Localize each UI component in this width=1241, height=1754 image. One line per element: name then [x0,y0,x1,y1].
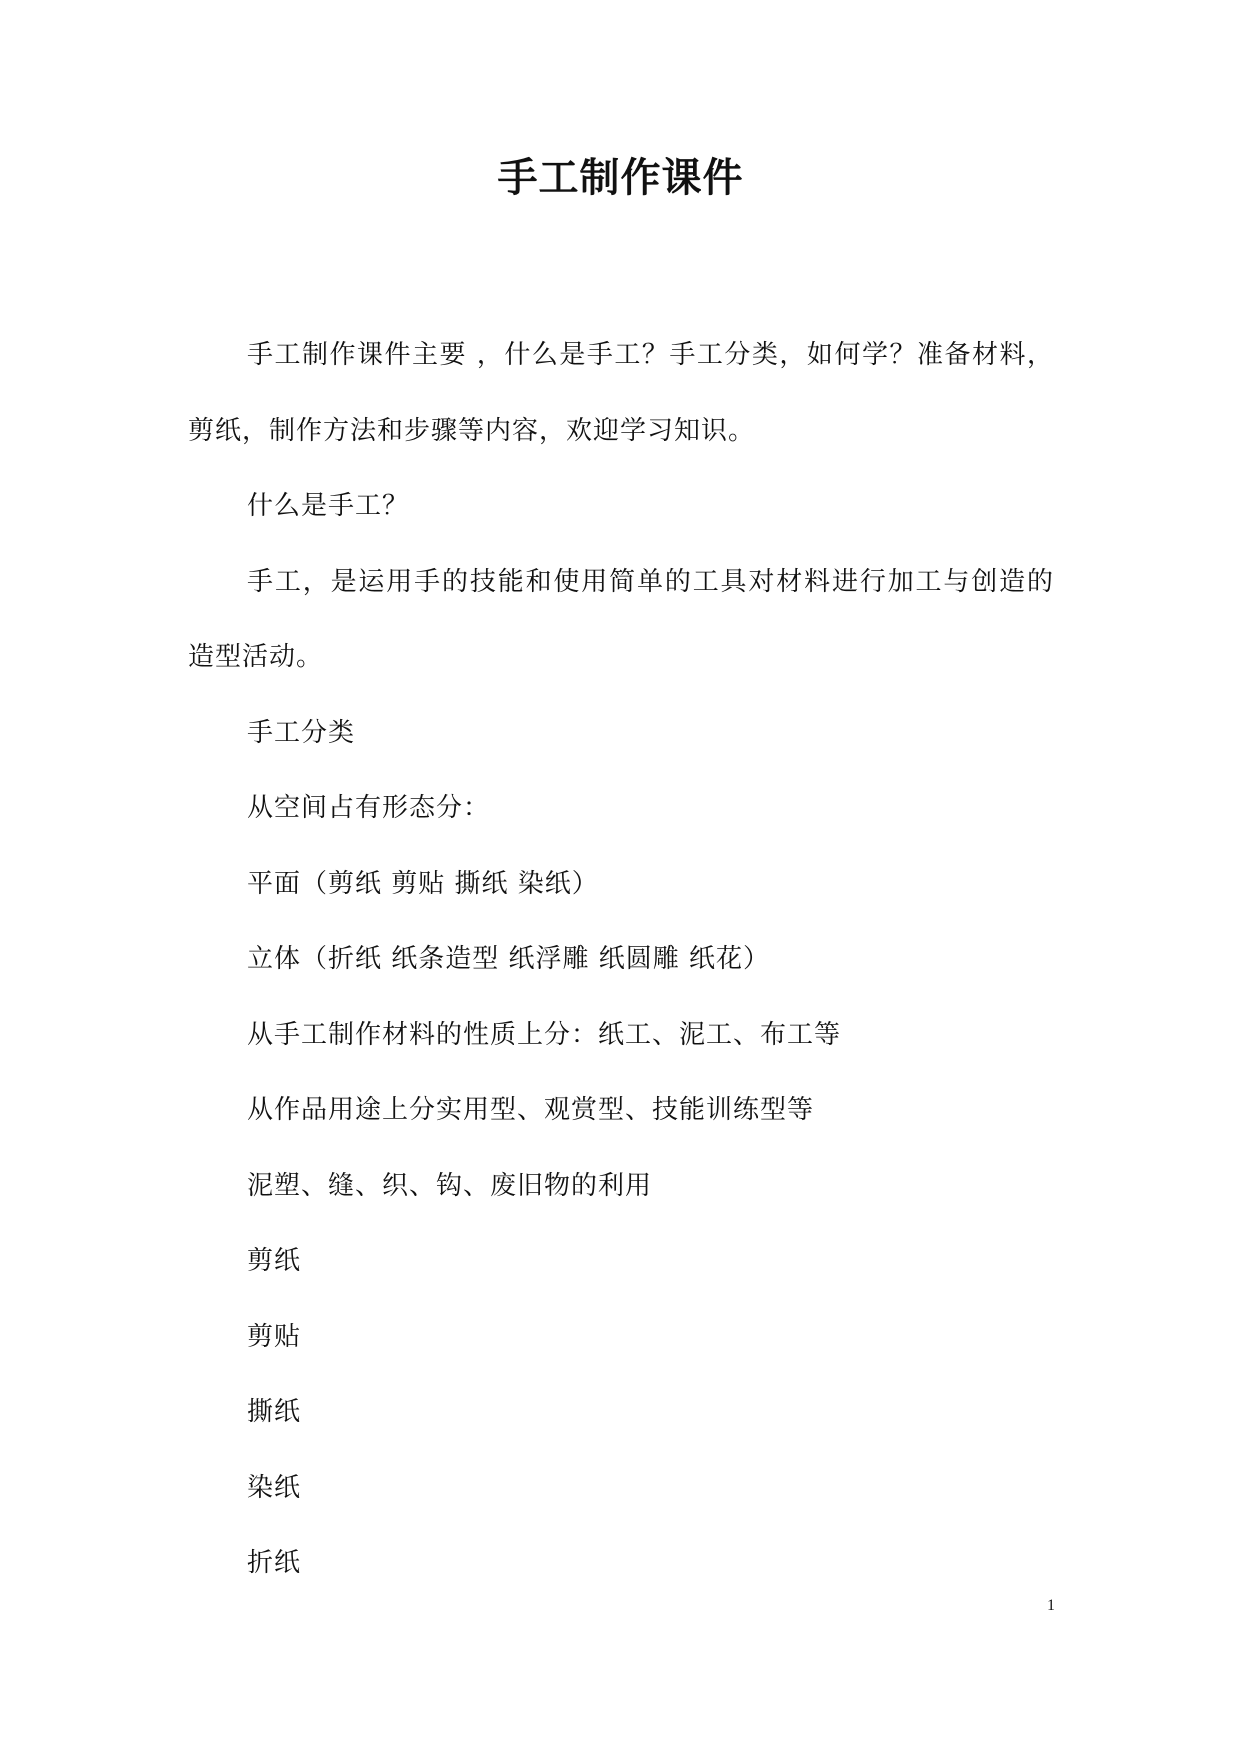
page-number: 1 [1047,1597,1055,1614]
paragraph: 手工制作课件主要 ，什么是手工？手工分类，如何学？准备材料，剪纸，制作方法和步骤等内容，欢迎学习知识。 [188,340,1054,446]
paragraph: 平面（剪纸 剪贴 撕纸 染纸） [247,868,599,899]
paragraph: 泥塑、缝、织、钩、废旧物的利用 [247,1170,653,1201]
paragraph: 手工分类 [247,717,356,748]
paragraph: 从空间占有形态分： [247,793,491,823]
paragraph: 从作品用途上分实用型、观赏型、技能训练型等 [247,1095,815,1125]
paragraph: 手工，是运用手的技能和使用简单的工具对材料进行加工与创造的造型活动。 [188,566,1054,672]
paragraph: 染纸 [247,1472,302,1503]
paragraph: 什么是手工？ [247,491,410,521]
paragraph: 剪贴 [247,1321,302,1352]
paragraph: 立体（折纸 纸条造型 纸浮雕 纸圆雕 纸花） [247,944,771,974]
document-title: 手工制作课件 [497,154,744,201]
paragraph: 从手工制作材料的性质上分：纸工、泥工、布工等 [247,1019,842,1050]
document-body [188,318,1054,1602]
paragraph: 撕纸 [247,1397,302,1427]
paragraph: 剪纸 [247,1246,302,1276]
paragraph: 折纸 [247,1548,302,1578]
